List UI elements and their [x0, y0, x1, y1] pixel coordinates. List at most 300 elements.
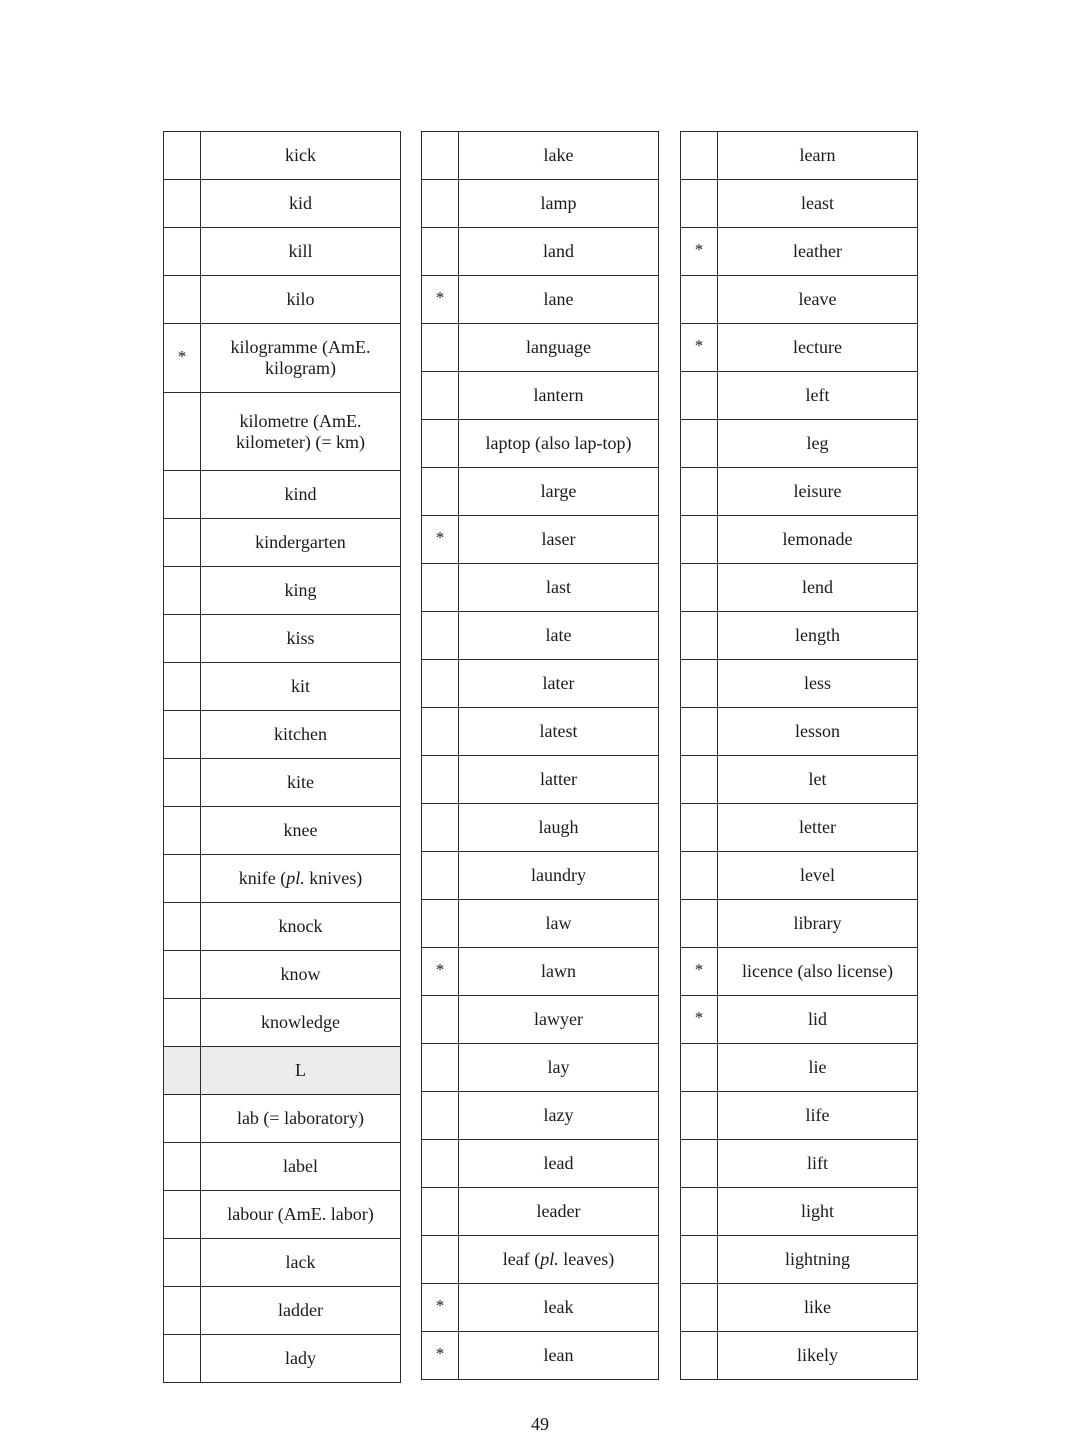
- asterisk-mark: [681, 660, 718, 708]
- asterisk-mark: [422, 132, 459, 180]
- word-row: [164, 132, 401, 180]
- word-row: [422, 852, 659, 900]
- word-entry: [718, 1044, 918, 1092]
- word-text: learn: [799, 145, 836, 165]
- word-entry: [459, 996, 659, 1044]
- word-row: [422, 132, 659, 180]
- word-row: [164, 615, 401, 663]
- word-text: like: [804, 1297, 831, 1317]
- word-entry: [459, 372, 659, 420]
- asterisk-mark: [681, 1092, 718, 1140]
- word-entry: [201, 1239, 401, 1287]
- asterisk-mark: [422, 228, 459, 276]
- word-entry: [201, 759, 401, 807]
- word-row: [422, 612, 659, 660]
- word-row: [164, 1143, 401, 1191]
- asterisk-mark: [681, 708, 718, 756]
- italic-abbreviation: pl.: [540, 1249, 559, 1269]
- word-entry: [201, 132, 401, 180]
- word-row: [422, 1284, 659, 1332]
- word-entry: [459, 804, 659, 852]
- word-row: [422, 996, 659, 1044]
- word-row: [422, 1332, 659, 1380]
- word-text: kitchen: [274, 724, 327, 744]
- word-row: [164, 471, 401, 519]
- word-text: know: [280, 964, 321, 984]
- word-text: laser: [541, 529, 576, 549]
- word-row: [164, 276, 401, 324]
- word-entry: [201, 1287, 401, 1335]
- word-row: [422, 948, 659, 996]
- word-row: [422, 324, 659, 372]
- word-row: [681, 468, 918, 516]
- word-entry: [459, 852, 659, 900]
- word-text: kind: [284, 484, 317, 504]
- word-row: [422, 1044, 659, 1092]
- word-text: lecture: [793, 337, 842, 357]
- word-entry: [201, 1143, 401, 1191]
- word-text: let: [808, 769, 827, 789]
- word-entry: [459, 468, 659, 516]
- word-text: library: [793, 913, 842, 933]
- asterisk-mark: [164, 519, 201, 567]
- word-row: [422, 468, 659, 516]
- word-row: [164, 1095, 401, 1143]
- word-row: [681, 708, 918, 756]
- word-row: [681, 612, 918, 660]
- word-text: leisure: [793, 481, 842, 501]
- word-entry: [718, 852, 918, 900]
- word-text: lead: [543, 1153, 574, 1173]
- word-row: [164, 567, 401, 615]
- word-row: [681, 1044, 918, 1092]
- word-row: [164, 519, 401, 567]
- asterisk-mark: *: [422, 1332, 459, 1380]
- word-row: [681, 948, 918, 996]
- word-text: lift: [807, 1153, 828, 1173]
- asterisk-mark: [422, 996, 459, 1044]
- word-text: L: [295, 1060, 306, 1080]
- asterisk-mark: [164, 567, 201, 615]
- word-text: king: [284, 580, 317, 600]
- asterisk-mark: [681, 804, 718, 852]
- word-row: [422, 1092, 659, 1140]
- asterisk-mark: [422, 420, 459, 468]
- word-row: [164, 1239, 401, 1287]
- asterisk-mark: [164, 1143, 201, 1191]
- word-entry: [459, 1140, 659, 1188]
- word-row: [164, 855, 401, 903]
- word-row: [422, 660, 659, 708]
- word-entry: [459, 612, 659, 660]
- asterisk-mark: [681, 1284, 718, 1332]
- word-row: [681, 1236, 918, 1284]
- asterisk-mark: [422, 1236, 459, 1284]
- word-text: letter: [799, 817, 836, 837]
- word-entry: [459, 948, 659, 996]
- word-text: leather: [793, 241, 842, 261]
- asterisk-mark: [422, 468, 459, 516]
- vocab-table-body: [422, 132, 659, 1380]
- word-text: laptop (also lap-top): [485, 433, 632, 453]
- word-entry: [718, 996, 918, 1044]
- asterisk-mark: *: [681, 228, 718, 276]
- asterisk-mark: [681, 468, 718, 516]
- word-text: lab (= laboratory): [236, 1108, 365, 1128]
- word-entry: [201, 855, 401, 903]
- word-entry: [459, 1284, 659, 1332]
- asterisk-mark: [681, 132, 718, 180]
- word-entry: [459, 660, 659, 708]
- word-entry: [459, 132, 659, 180]
- word-row: [164, 999, 401, 1047]
- word-entry: [459, 900, 659, 948]
- asterisk-mark: [681, 1236, 718, 1284]
- word-entry: [201, 567, 401, 615]
- word-row: [681, 756, 918, 804]
- word-row: [681, 900, 918, 948]
- word-text: large: [540, 481, 577, 501]
- asterisk-mark: [164, 711, 201, 759]
- word-text: kid: [288, 193, 312, 213]
- asterisk-mark: [681, 372, 718, 420]
- word-row: [681, 516, 918, 564]
- word-entry: [201, 471, 401, 519]
- word-text: latter: [540, 769, 577, 789]
- word-entry: [459, 516, 659, 564]
- word-entry: [201, 1191, 401, 1239]
- word-entry: [718, 612, 918, 660]
- asterisk-mark: *: [681, 948, 718, 996]
- word-text: kilo: [286, 289, 315, 309]
- word-row: [422, 756, 659, 804]
- vocab-table-body: [681, 132, 918, 1380]
- word-text: least: [801, 193, 834, 213]
- word-row: [681, 852, 918, 900]
- word-entry: [718, 228, 918, 276]
- asterisk-mark: [681, 516, 718, 564]
- word-text: kilometre (AmE.: [239, 410, 362, 431]
- word-entry: [718, 900, 918, 948]
- word-text: leader: [536, 1201, 581, 1221]
- word-text: kiss: [286, 628, 315, 648]
- asterisk-mark: [681, 276, 718, 324]
- word-text: lay: [547, 1057, 570, 1077]
- word-entry: [718, 1332, 918, 1380]
- asterisk-mark: *: [422, 1284, 459, 1332]
- word-row: [681, 996, 918, 1044]
- asterisk-mark: [164, 393, 201, 471]
- asterisk-mark: [681, 612, 718, 660]
- asterisk-mark: [164, 1287, 201, 1335]
- word-entry: [201, 228, 401, 276]
- word-row: [681, 276, 918, 324]
- word-entry: [459, 756, 659, 804]
- word-row: [422, 804, 659, 852]
- word-row: [164, 951, 401, 999]
- word-text: kilogramme (AmE.: [230, 337, 371, 357]
- word-row: [681, 228, 918, 276]
- word-text: laugh: [538, 817, 579, 837]
- word-entry: [201, 999, 401, 1047]
- word-text: last: [546, 577, 571, 597]
- asterisk-mark: [422, 900, 459, 948]
- word-row: [164, 228, 401, 276]
- asterisk-mark: [164, 855, 201, 903]
- word-row: [164, 1287, 401, 1335]
- vocab-table-column-1: [163, 131, 401, 1383]
- asterisk-mark: [681, 420, 718, 468]
- word-text: lemonade: [782, 529, 853, 549]
- word-text: labour (AmE. labor): [227, 1204, 374, 1224]
- word-row: [681, 564, 918, 612]
- word-row: [681, 180, 918, 228]
- vocab-table-column-3: [680, 131, 918, 1380]
- word-entry: [718, 420, 918, 468]
- asterisk-mark: [164, 1095, 201, 1143]
- word-text: lie: [808, 1057, 827, 1077]
- word-text: licence (also license): [742, 961, 893, 981]
- asterisk-mark: *: [681, 996, 718, 1044]
- word-text: lake: [543, 145, 574, 165]
- word-row: [681, 660, 918, 708]
- word-text: leave: [798, 289, 837, 309]
- word-text: lady: [285, 1348, 316, 1368]
- asterisk-mark: [164, 1239, 201, 1287]
- section-letter: [201, 1047, 401, 1095]
- word-text: leaf (: [502, 1249, 541, 1269]
- word-text: lean: [543, 1345, 574, 1365]
- word-text: light: [800, 1201, 834, 1221]
- asterisk-mark: [422, 372, 459, 420]
- word-entry: [201, 324, 401, 393]
- asterisk-mark: [164, 276, 201, 324]
- word-entry: [718, 708, 918, 756]
- word-entry: [718, 660, 918, 708]
- word-text: less: [804, 673, 831, 693]
- word-row: [422, 420, 659, 468]
- asterisk-mark: [422, 660, 459, 708]
- word-row: [681, 1284, 918, 1332]
- italic-abbreviation: pl.: [286, 868, 305, 888]
- word-entry: [718, 324, 918, 372]
- word-entry: [201, 1095, 401, 1143]
- word-entry: [718, 1236, 918, 1284]
- asterisk-mark: [422, 804, 459, 852]
- word-entry: [459, 1044, 659, 1092]
- asterisk-mark: [164, 759, 201, 807]
- word-entry: [201, 519, 401, 567]
- word-row: [164, 711, 401, 759]
- asterisk-mark: [422, 180, 459, 228]
- asterisk-mark: *: [422, 276, 459, 324]
- word-text: latest: [539, 721, 578, 741]
- word-row: [681, 1188, 918, 1236]
- word-text: leak: [543, 1297, 574, 1317]
- word-row: [681, 1092, 918, 1140]
- word-entry: [718, 564, 918, 612]
- word-text: knee: [283, 820, 318, 840]
- word-entry: [201, 276, 401, 324]
- section-header-row: [164, 1047, 401, 1095]
- word-entry: [718, 132, 918, 180]
- asterisk-mark: [681, 852, 718, 900]
- word-text: kilometer) (= km): [235, 431, 366, 452]
- word-row: [164, 393, 401, 471]
- asterisk-mark: [422, 852, 459, 900]
- word-text: lack: [285, 1252, 316, 1272]
- asterisk-mark: [422, 756, 459, 804]
- word-text: kilogram): [265, 358, 336, 378]
- asterisk-mark: [164, 807, 201, 855]
- word-entry: [718, 756, 918, 804]
- word-text: knock: [278, 916, 323, 936]
- asterisk-mark: [681, 1332, 718, 1380]
- word-entry: [459, 1236, 659, 1284]
- word-row: [422, 1236, 659, 1284]
- word-text: kit: [290, 676, 310, 696]
- word-entry: [718, 1092, 918, 1140]
- word-entry: [718, 1284, 918, 1332]
- vocab-table-column-2: [421, 131, 659, 1380]
- word-row: [164, 1191, 401, 1239]
- word-text: left: [805, 385, 830, 405]
- word-row: [164, 1335, 401, 1383]
- word-row: [422, 564, 659, 612]
- word-text: knife (: [238, 868, 287, 888]
- word-row: [422, 180, 659, 228]
- word-entry: [459, 708, 659, 756]
- word-text: lid: [807, 1009, 827, 1029]
- word-row: [422, 516, 659, 564]
- asterisk-mark: [164, 132, 201, 180]
- asterisk-mark: [164, 951, 201, 999]
- word-text: lightning: [784, 1249, 850, 1269]
- asterisk-mark: [422, 1140, 459, 1188]
- word-row: [164, 807, 401, 855]
- word-row: [681, 420, 918, 468]
- asterisk-mark: [164, 615, 201, 663]
- word-entry: [459, 1332, 659, 1380]
- asterisk-mark: [164, 999, 201, 1047]
- word-row: [681, 1140, 918, 1188]
- asterisk-mark: [681, 564, 718, 612]
- asterisk-mark: [681, 1140, 718, 1188]
- word-row: [681, 372, 918, 420]
- word-entry: [459, 228, 659, 276]
- asterisk-mark: *: [422, 516, 459, 564]
- word-text: life: [805, 1105, 830, 1125]
- asterisk-mark: [422, 612, 459, 660]
- word-text: laundry: [531, 865, 586, 885]
- word-row: [422, 276, 659, 324]
- word-entry: [201, 180, 401, 228]
- word-text: lend: [802, 577, 833, 597]
- word-row: [164, 903, 401, 951]
- word-text: lamp: [540, 193, 577, 213]
- word-entry: [201, 1335, 401, 1383]
- asterisk-mark: *: [422, 948, 459, 996]
- word-entry: [459, 1188, 659, 1236]
- asterisk-mark: [681, 756, 718, 804]
- word-entry: [459, 420, 659, 468]
- asterisk-mark: [164, 663, 201, 711]
- word-text: lane: [543, 289, 574, 309]
- word-row: [681, 804, 918, 852]
- word-text: lazy: [543, 1105, 574, 1125]
- asterisk-mark: [681, 180, 718, 228]
- word-entry: [718, 276, 918, 324]
- word-row: [422, 372, 659, 420]
- word-text: land: [543, 241, 574, 261]
- word-entry: [201, 951, 401, 999]
- asterisk-mark: [164, 180, 201, 228]
- asterisk-mark: [164, 1047, 201, 1095]
- word-row: [164, 324, 401, 393]
- word-text: label: [283, 1156, 318, 1176]
- word-entry: [718, 516, 918, 564]
- word-row: [681, 132, 918, 180]
- word-text: likely: [797, 1345, 838, 1365]
- word-entry: [718, 1188, 918, 1236]
- word-entry: [718, 804, 918, 852]
- word-entry: [459, 324, 659, 372]
- word-entry: [459, 564, 659, 612]
- word-text: kite: [287, 772, 314, 792]
- asterisk-mark: [164, 228, 201, 276]
- word-text: lesson: [795, 721, 840, 741]
- asterisk-mark: [422, 1092, 459, 1140]
- asterisk-mark: *: [681, 324, 718, 372]
- word-entry: [459, 180, 659, 228]
- word-entry: [718, 1140, 918, 1188]
- word-row: [164, 759, 401, 807]
- word-row: [422, 900, 659, 948]
- word-row: [681, 324, 918, 372]
- word-entry: [459, 1092, 659, 1140]
- word-text: ladder: [278, 1300, 323, 1320]
- word-entry: [201, 663, 401, 711]
- word-text: kindergarten: [255, 532, 346, 552]
- word-entry: [718, 468, 918, 516]
- word-entry: [201, 903, 401, 951]
- asterisk-mark: [422, 1188, 459, 1236]
- word-text: length: [795, 625, 840, 645]
- word-row: [681, 1332, 918, 1380]
- word-text: later: [542, 673, 575, 693]
- word-entry: [718, 948, 918, 996]
- word-text: knives): [304, 868, 363, 888]
- asterisk-mark: [681, 1188, 718, 1236]
- asterisk-mark: [422, 564, 459, 612]
- word-row: [422, 1140, 659, 1188]
- word-entry: [201, 807, 401, 855]
- word-row: [164, 663, 401, 711]
- asterisk-mark: [422, 1044, 459, 1092]
- word-entry: [201, 393, 401, 471]
- word-row: [422, 708, 659, 756]
- word-entry: [201, 615, 401, 663]
- word-text: knowledge: [261, 1012, 340, 1032]
- word-text: lantern: [533, 385, 584, 405]
- word-text: kill: [288, 241, 313, 261]
- word-text: leaves): [558, 1249, 615, 1269]
- word-text: lawn: [541, 961, 576, 981]
- word-text: law: [545, 913, 572, 933]
- asterisk-mark: [164, 903, 201, 951]
- asterisk-mark: [164, 1335, 201, 1383]
- word-text: lawyer: [534, 1009, 583, 1029]
